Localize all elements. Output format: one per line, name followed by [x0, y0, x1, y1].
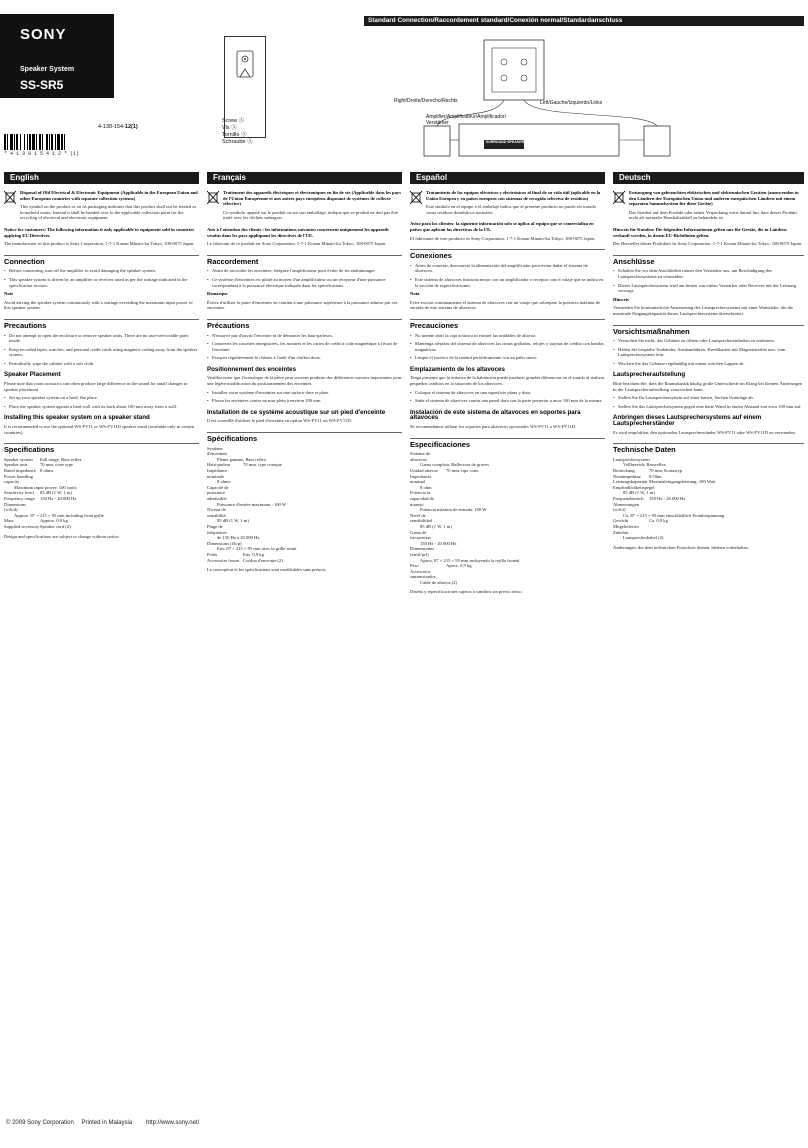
weee-text: Este símbolo en el equipo o el embalaje indica que el presente producto no puede ser tratado como residuos domésticos normales.: [426, 204, 596, 215]
spec-value: 8 Ohm: [649, 473, 662, 479]
spec-value: 8 ohm: [420, 484, 432, 490]
lang-header-english: English: [4, 172, 199, 184]
placement-item: • Placez les enceintes contre un mur plein à environ 100 mm.: [207, 398, 402, 404]
column-english: [4, 190, 199, 542]
stand-text: Il est conseillé d'utiliser le pied d'enceinte en option WS-FV11 ou WS-FV11D.: [207, 418, 352, 424]
spec-key: Nennimpedanz: [613, 473, 641, 479]
barcode-bar: [10, 134, 13, 150]
spec-value: Aprox. 87 × 215 × 95 mm incluyendo la rejilla frontal: [420, 557, 520, 563]
section-specifications: Specifications: [4, 443, 199, 453]
barcode-bar: [29, 134, 31, 150]
section-specifications: Especificaciones: [410, 438, 605, 448]
printed-in: Printed in Malaysia: [81, 1120, 133, 1126]
notice-title: Avis à l'attention des clients : les informations suivantes concernent uniquement les appareils vendus dans les pays appliquant les directives de l'UE.: [207, 226, 389, 238]
precaution-item: • Conservez les cassettes enregistrées, les montres et les cartes de crédit à code magnétique à l'écart de l'enceinte.: [207, 341, 402, 352]
spec-key: Mass: [4, 518, 14, 524]
section-placement: Lautsprecheraufstellung: [613, 371, 686, 379]
spec-key: Unidad altavoz: [410, 468, 438, 473]
placement-text: Veuillez noter que l'acoustique de la pièce peut souvent produire des différences sonores importantes pour une légère modification du positionnement des enceintes.: [207, 375, 402, 387]
diagram-title: Standard Connection/Raccordement standard/Conexión normal/Standardanschluss: [368, 17, 623, 24]
placement-item: • Place the speaker system against a hard wall with its back about 100 mm away from a wall.: [4, 404, 199, 410]
diagram-title-bar: [364, 16, 804, 26]
notice-text: El fabricante de este producto es Sony Corporation, 1-7-1 Konan Minato-ku Tokyo, 108-0075 Japón.: [410, 235, 596, 241]
note-label: Remarque: [207, 291, 228, 297]
diagram-right-label: Right/Droite/Derecho/Rechts: [394, 98, 458, 104]
spec-key: Nivel de sensibilidad: [410, 512, 432, 524]
placement-item: • Installez votre système d'enceintes sur une surface dure et plate.: [207, 390, 402, 396]
precaution-item: • Limpie el exterior de la unidad periódicamente con un paño suave.: [410, 355, 605, 361]
spec-value: 150 Hz - 20 000 Hz: [420, 540, 457, 546]
part-number-prefix: 4-138-154-: [98, 124, 125, 130]
spec-row: [410, 580, 605, 586]
spec-key: Potencia la capacidad de manejo: [410, 490, 434, 507]
spec-row: [613, 524, 804, 535]
model-name: SS-SR5: [20, 78, 64, 92]
spec-key: Abmessungen (w/h/t): [613, 501, 640, 513]
spec-value: 150 Hz - 20.000 Hz: [649, 495, 686, 501]
spec-row: [207, 446, 402, 457]
spec-row: [4, 524, 199, 530]
spec-key: Empfindlichkeitspegel: [613, 484, 655, 490]
barcode-bar: [57, 134, 60, 150]
spec-key: Frequenzbereich: [613, 495, 644, 501]
spec-key: Niveau de sensibilité: [207, 507, 226, 518]
spec-key: Poids: [207, 551, 218, 557]
barcode-bar: [36, 134, 37, 150]
section-precautions: Precautions: [4, 319, 199, 329]
precaution-item: • Do not attempt to open the enclosure or remove speaker units. There are no user-serviceable parts inside.: [4, 333, 199, 344]
barcode-bar: [24, 134, 25, 150]
footer-url[interactable]: http://www.sony.net/: [146, 1120, 200, 1126]
barcode-bar: [16, 134, 18, 150]
lang-header-french: Français: [207, 172, 402, 184]
spec-key: Rated impedance: [4, 468, 36, 473]
weee-title: Traitement des appareils électriques et électroniques en fin de vie (Applicable dans les pays de l'Union Européenne et aux autres pays européens disposant de systèmes de collecte sélective): [223, 190, 401, 207]
section-connection: Connection: [4, 255, 199, 265]
spec-key: Leistungskapazität: [613, 479, 648, 485]
specs-list: [410, 451, 605, 585]
screw-label-fr: Vis Ⓐ: [222, 125, 237, 131]
spec-value: Gama completa, Reflectora de graves: [420, 462, 490, 468]
spec-key: Dimensions (l/h/p): [207, 540, 242, 546]
precaution-item: • Wischen Sie das Gehäuse regelmäßig mit einem weichen Lappen ab.: [613, 361, 804, 367]
spec-key: Plage de fréquences: [207, 523, 227, 535]
spec-value: Pleine gamme, Bass reflex: [217, 456, 266, 462]
precaution-item: • Essuyez régulièrement le châssis à l'aide d'un chiffon doux.: [207, 355, 402, 361]
spec-row: [410, 569, 605, 580]
spec-value: 85 dB (1 W, 1 m): [217, 518, 249, 524]
spec-key: Système d'enceintes: [207, 445, 228, 457]
specs-footer: La conception et les spécifications sont modifiables sans préavis.: [207, 567, 327, 573]
notice-text: Der Hersteller dieses Produktes ist Sony Corporation, 1-7-1 Konan Minato-ku Tokyo, 108-0075 Japan.: [613, 241, 803, 247]
spec-row: [410, 530, 605, 541]
placement-text: Please note that room acoustics can often produce large difference in the sound for small changes in speaker placement.: [4, 381, 188, 392]
spec-row: [207, 524, 402, 535]
spec-value: Maximaleingangsleistung: 100 Watt: [649, 479, 716, 485]
section-connection: Conexiones: [410, 249, 605, 259]
part-number-suffix: 12(1): [124, 124, 138, 130]
spec-key: Gewicht: [613, 518, 629, 524]
spec-value: 85 dB (1 W, 1 m): [623, 490, 655, 496]
spec-value: Ca. 87 × 215 × 95 mm einschließlich Frontbespannung: [623, 512, 725, 518]
notice-title: Notice for customers: The following information is only applicable to equipment sold in countries applying EU Directives.: [4, 226, 195, 238]
connection-item: • Dieses Lautsprechersystem wird am besten von einem Verstärker oder Receiver mit der Leistung versorgt.: [613, 283, 804, 294]
brand-logo: SONY: [20, 26, 67, 43]
spec-value: 8 ohms: [40, 468, 54, 473]
spec-row: [4, 474, 199, 485]
precaution-item: • No intente abrir la caja acústica ni extraer las unidades de altavoz.: [410, 333, 605, 339]
section-precautions: Précautions: [207, 319, 402, 329]
notice-title: Aviso para los clientes: la siguiente información solo se aplica al equipo que se comercializa en países que aplican las directivas de la UE.: [410, 221, 594, 232]
placement-item: • Stellen Sie das Lautsprechersystem gegen eine harte Wand in einem Abstand von etwa 100 mm auf.: [613, 404, 804, 410]
spec-value: 70 mm, cone type: [40, 462, 73, 468]
diagram-left-label: Left/Gauche/Izquierdo/Links: [540, 100, 603, 106]
product-line: Speaker System: [20, 66, 75, 73]
spec-key: Accesorios suministrados: [410, 568, 436, 580]
note-label: Note: [4, 291, 14, 297]
spec-row: [410, 451, 605, 462]
footer-copyright: [6, 1120, 132, 1126]
barcode-bar: [4, 134, 6, 150]
spec-value: Cable de altavoz (2): [420, 579, 458, 585]
part-number: [98, 124, 138, 130]
placement-text: Bitte beachten Sie, dass die Raumakustik häufig große Unterschiede im Klang bei kleinen Änderungen in der Lautsprecheraufstellung verursachen kann.: [613, 381, 803, 392]
spec-value: Ca. 0,9 kg: [649, 518, 668, 524]
barcode-bar: [42, 134, 43, 150]
spec-value: 70 mm, Konustyp: [649, 468, 683, 473]
spec-row: [410, 490, 605, 507]
copyright: © 2009 Sony Corporation: [6, 1120, 74, 1126]
spec-key: Gama de frecuencias: [410, 529, 431, 541]
spec-value: 150 Hz - 20,000 Hz: [40, 495, 77, 501]
placement-text: Tenga presente que la acústica de la habitación puede producir grandes diferencias en el sonido al realizar pequeños cambios en la situación de los altavoces.: [410, 375, 605, 387]
barcode-bar: [51, 134, 53, 150]
precaution-item: • Mantenga alejadas del sistema de altavoces las cintas grabadas, relojes y tarjetas de crédito con bandas magnéticas.: [410, 341, 605, 352]
title-block: [0, 14, 114, 98]
spec-value: Env. 0,9 kg: [243, 551, 264, 557]
note-text: Évitez d'utiliser la paire d'enceintes en continu à une puissance supérieure à la puissance admise par ces enceintes.: [207, 299, 398, 311]
barcode-bar: [20, 134, 21, 150]
barcode-bar: [61, 134, 63, 150]
connection-item: • Ce système d'enceintes est piloté au moyen d'un amplificateur ou un récepteur d'une puissance correspondant à la puissance électrique indiquée dans les spécifications.: [207, 277, 402, 288]
spec-row: [613, 535, 804, 541]
spec-key: Mitgeliefertes Zubehör: [613, 523, 639, 535]
precaution-item: • Versuchen Sie nicht, das Gehäuse zu öffnen oder Lautsprechereinheiten zu entfernen.: [613, 338, 804, 344]
specs-list: [207, 446, 402, 563]
spec-value: 85 dB (1 W, 1 m): [40, 490, 72, 496]
spec-row: [410, 474, 605, 485]
crossed-bin-icon: [207, 190, 219, 204]
specs-footer: Design and specifications are subject to change without notice.: [4, 533, 120, 539]
crossed-bin-icon: [613, 190, 625, 204]
section-precautions: Precauciones: [410, 319, 605, 329]
spec-key: Speaker system: [4, 456, 33, 462]
weee-title: Disposal of Old Electrical & Electronic Equipment (Applicable in the European Union and other European countries with separate collection systems): [20, 190, 198, 201]
section-specifications: Technische Daten: [613, 443, 804, 453]
note-label: Hinweis: [613, 296, 629, 302]
connection-item: • Before connecting, turn off the amplifier to avoid damaging the speaker system.: [4, 268, 199, 274]
section-stand: Installation de ce système acoustique sur un pied d'enceinte: [207, 408, 386, 416]
spec-row: [207, 468, 402, 479]
precaution-item: • Keep recorded tapes, watches, and personal credit cards using magnetic coding away from the speaker system.: [4, 347, 199, 358]
barcode-bar: [64, 134, 65, 150]
weee-block: [207, 190, 402, 224]
spec-key: Speaker unit: [4, 462, 28, 468]
spec-key: Lautsprechersystem: [613, 456, 650, 462]
note-text: Evite excitar continuamente el sistema de altavoces con un vataje que sobrepase la potencia máxima de entrada de este sistema de altavoces.: [410, 299, 600, 311]
connection-item: • Schalten Sie vor dem Anschließen immer den Verstärker aus, um Beschädigung des Lautsprechersystems zu vermeiden.: [613, 268, 804, 279]
note-label: Nota: [410, 291, 420, 297]
barcode-bars: [4, 134, 65, 150]
connection-item: • Antes de conectar, desconecte la alimentación del amplificador para evitar dañar el sistema de altavoces.: [410, 263, 605, 274]
section-stand: Installing this speaker system on a speaker stand: [4, 414, 150, 422]
spec-value: 70 mm, tipo cono: [446, 468, 479, 473]
column-german: [613, 190, 804, 553]
spec-value: Lautsprecherkabel (2): [623, 535, 664, 541]
barcode-bar: [7, 134, 8, 150]
barcode-bar: [32, 134, 35, 150]
section-stand: Anbringen dieses Lautsprechersystems auf einem Lautsprecherständer: [613, 414, 762, 428]
spec-value: Potencia máxima de entrada: 100 W: [420, 507, 487, 513]
spec-value: Speaker cord (2): [40, 523, 71, 529]
placement-item: • Sitúe el sistema de altavoces contra una pared dura con la parte posterior a unos 100 mm de la misma.: [410, 398, 605, 404]
stand-text: It is recommended to use the optional WS-FV11 or WS-FV11D speaker stand (available only in certain countries).: [4, 424, 194, 435]
spec-key: Sistema de altavoces: [410, 451, 431, 462]
section-specifications: Spécifications: [207, 432, 402, 442]
spec-key: Accessoire fourni: [207, 557, 240, 563]
section-placement: Speaker Placement: [4, 371, 61, 379]
section-placement: Positionnement des enceintes: [207, 365, 297, 373]
spec-row: [613, 502, 804, 513]
screw-label-en: Screw Ⓐ: [222, 118, 245, 124]
barcode-text: * 4 1 3 8 1 5 4 1 2 * (1): [4, 151, 80, 157]
screw-label-de: Schraube Ⓐ: [222, 139, 253, 145]
spec-row: [207, 507, 402, 518]
spec-key: Haut-parleur: [207, 462, 231, 468]
spec-value: 70 mm, type conique: [243, 462, 282, 468]
screw-labels: [222, 118, 253, 146]
spec-value: Approx. 0.9 kg: [40, 518, 68, 524]
spec-value: Maximum input power: 100 watts: [14, 484, 77, 490]
spec-value: 8 ohms: [217, 479, 231, 485]
notice-title: Hinweis für Kunden: Die folgenden Informationen gelten nur für Geräte, die in Ländern verkauft werden, in denen EU-Richtlinien gelten.: [613, 226, 787, 238]
notice-text: Le fabricant de ce produit est Sony Corporation, 1-7-1 Konan Minato-ku Tokyo, 108-0075 Japon.: [207, 241, 387, 247]
precaution-item: • Periodically wipe the cabinet with a soft cloth.: [4, 361, 199, 367]
spec-key: Peso: [410, 563, 419, 569]
screw-label-es: Tornillo Ⓐ: [222, 132, 247, 138]
spec-key: Sensitivity level: [4, 490, 34, 496]
weee-text: Ce symbole, apposé sur le produit ou sur son emballage, indique que ce produit ne doit pas être traité avec les déchets ménagers.: [223, 209, 399, 221]
weee-block: [410, 190, 605, 218]
stand-text: Se recomendamos utilizar los soportes para altavoces opcionales WS-FV11 o WS-FV11D.: [410, 424, 577, 430]
spec-key: Dimensions (w/h/d): [4, 501, 26, 513]
note-text: Avoid driving the speaker system continuously with a wattage exceeding the maximum input power of this speaker system.: [4, 299, 193, 311]
note-text: Vermeiden Sie kontinuierliche Ansteuerung des Lautsprechersystems mit einer Wattstärke, die die maximale Eingangskapazität dieses Lautsprechersystems überschreitet.: [613, 305, 794, 316]
specs-list: [613, 457, 804, 541]
spec-value: Puissance d'entrée maximum : 100 W: [217, 501, 287, 507]
spec-value: Cordon d'enceinte (2): [243, 557, 283, 563]
barcode-bar: [27, 134, 28, 150]
section-precautions: Vorsichtsmaßnahmen: [613, 325, 804, 335]
spec-key: Dimensiones (an/al/prf): [410, 546, 434, 557]
spec-row: [207, 558, 402, 564]
spec-value: Aprox. 0,9 kg: [446, 563, 472, 569]
crossed-bin-icon: [4, 190, 16, 204]
placement-item: • Coloque el sistema de altavoces en una superficie plana y dura.: [410, 390, 605, 396]
weee-block: [4, 190, 199, 224]
spec-row: [4, 502, 199, 513]
lang-header-spanish: Español: [410, 172, 605, 184]
weee-block: [613, 190, 804, 224]
diagram-surround-label: SURROUND SPEAKER: [486, 140, 525, 144]
crossed-bin-icon: [410, 190, 422, 204]
spec-key: Capacité de puissance admissible: [207, 484, 229, 501]
spec-row: [410, 513, 605, 524]
barcode: [4, 134, 90, 150]
spec-key: Impedancia nominal: [410, 473, 432, 485]
connection-diagram: [364, 16, 804, 166]
notice-text: The manufacturer of this product is Sony Corporation, 1-7-1 Konan Minato-ku Tokyo, 108-0075 Japan.: [4, 241, 195, 247]
specs-footer: Änderungen, die dem technischen Fortschritt dienen, bleiben vorbehalten.: [613, 544, 749, 550]
precaution-item: • Halten Sie bespielte Tonbänder, Armbanduhren, Kreditkarten mit Magnetstreifen usw. vom Lautsprechersystem fern.: [613, 347, 804, 358]
weee-text: This symbol on the product or on its packaging indicates that this product shall not be treated as household waste. Instead it shall be handed over to the applicable collection point for the recycling of electrical and electronic equipment.: [20, 204, 197, 221]
spec-row: [410, 546, 605, 557]
connection-item: • Avant de raccorder les enceintes, éteignez l'amplificateur pour éviter de les endommager.: [207, 268, 402, 274]
stand-text: Es wird empfohlen, den optionalen Lautsprecherständer WS-FV11 oder WS-FV11D zu verwenden.: [613, 429, 796, 435]
barcode-bar: [46, 134, 48, 150]
spec-value: Full range, Bass reflex: [40, 456, 82, 462]
spec-value: 85 dB (1 W, 1 m): [420, 523, 452, 529]
precaution-item: • N'essayez pas d'ouvrir l'enceinte ni de démonter les haut-parleurs.: [207, 333, 402, 339]
barcode-bar: [55, 134, 56, 150]
spec-row: [207, 485, 402, 502]
column-french: [207, 190, 402, 576]
barcode-bar: [49, 134, 50, 150]
weee-title: Entsorgung von gebrauchten elektrischen und elektronischen Geräten (anzuwenden in den Ländern der Europäischen Union und anderen europäischen Ländern mit einem separaten Sammelsystem für diese Geräte): [629, 190, 799, 207]
spec-key: Supplied accessory: [4, 523, 40, 529]
spec-value: Env. 87 × 215 × 95 mm avec la grille avant: [217, 546, 297, 552]
specs-list: [4, 457, 199, 530]
diagram-amp-label: Amplifier/Amplificateur/Amplificador/ Verstärker: [426, 114, 507, 126]
lang-header-german: Deutsch: [613, 172, 804, 184]
section-placement: Emplazamiento de los altavoces: [410, 365, 505, 373]
weee-text: Das Symbol auf dem Produkt oder seiner Verpackung weist darauf hin, dass dieses Produkt nicht als normaler Haushaltsabfall zu behandeln ist.: [629, 209, 797, 221]
section-stand: Instalación de este sistema de altavoces en soportes para altavoces: [410, 408, 581, 422]
connection-item: • This speaker system is driven by an amplifier or receiver rated as per the wattage indicated in the specification section.: [4, 277, 199, 288]
spec-key: Power handling capacity: [4, 473, 33, 485]
barcode-bar: [39, 134, 41, 150]
weee-title: Tratamiento de los equipos eléctricos y electrónicos al final de su vida útil (aplicable en la Unión Europea y en países europeos con sistemas de recogida selectiva de residuos): [426, 190, 601, 201]
column-spanish: [410, 190, 605, 598]
spec-value: Approx. 87 × 215 × 95 mm including front grille: [14, 512, 104, 518]
spec-value: Vollbereich, Bassreflex: [623, 462, 666, 468]
spec-value: de 150 Hz à 20 000 Hz: [217, 535, 260, 541]
placement-item: • Stellen Sie Ihr Lautsprechersystem auf einer harten, flachen Unterlage ab.: [613, 395, 804, 401]
spec-key: Impédance nominale: [207, 468, 228, 479]
section-connection: Anschlüsse: [613, 255, 804, 265]
specs-footer: Diseño y especificaciones sujetos a cambios sin previo aviso.: [410, 589, 523, 595]
placement-item: • Set up your speaker system on a hard, flat place.: [4, 395, 199, 401]
section-connection: Raccordement: [207, 255, 402, 265]
barcode-bar: [14, 134, 15, 150]
connection-item: • Este sistema de altavoces funciona mejor con un amplificador o receptor con el vataje que se indica en la sección de especificaciones.: [410, 277, 605, 288]
spec-key: Bestückung: [613, 468, 635, 473]
spec-key: Frequency range: [4, 495, 35, 501]
